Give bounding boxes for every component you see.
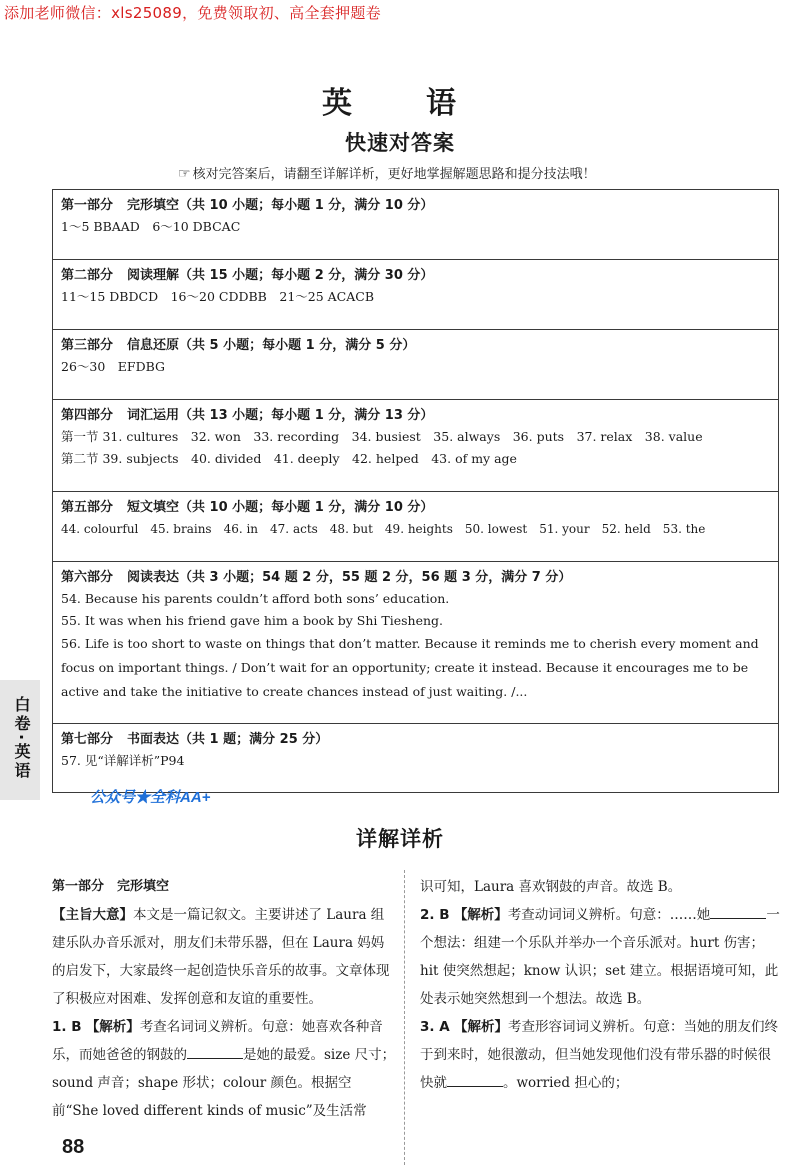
- main-idea-tag: 【主旨大意】: [52, 907, 133, 923]
- section-info: （共 3 小题；54 题 2 分，55 题 2 分，56 题 3 分，满分 7 分）: [179, 570, 572, 585]
- wechat-stamp: 公众号★全科AA+: [90, 789, 211, 806]
- section-header: [61, 266, 778, 286]
- side-tab: [0, 680, 40, 800]
- analysis-tag: 【解析】: [85, 1019, 140, 1035]
- answer-section-7: [53, 724, 778, 792]
- answer-blank: [710, 906, 766, 919]
- question-text: 。worried 担心的；: [503, 1075, 629, 1091]
- section-part: 第六部分: [61, 570, 114, 585]
- left-column: [52, 873, 397, 1125]
- answer-section-6: [53, 562, 778, 724]
- main-idea: [52, 901, 397, 1013]
- section-info: （共 5 小题；每小题 1 分，满分 5 分）: [179, 338, 416, 353]
- section-info: （共 15 小题；每小题 2 分，满分 30 分）: [179, 268, 434, 283]
- section-name: 词汇运用: [127, 408, 180, 423]
- answer-section-2: [53, 260, 778, 330]
- column-divider: [404, 870, 405, 1165]
- answer-section-5: [53, 492, 778, 562]
- page-number: 88: [62, 1136, 85, 1158]
- section-name: 信息还原: [127, 338, 180, 353]
- section-header: [61, 568, 778, 588]
- section-part: 第四部分: [61, 408, 114, 423]
- question-number: 2. B: [420, 907, 450, 923]
- section-name: 书面表达: [127, 732, 180, 747]
- question-text: 考查形容词词义辨析。句意：当她的朋友们终于到来时，她很激动，但当她发现他们没有带乐器的时候很快就: [420, 1019, 778, 1091]
- tip-text: 核对完答案后，请翻至详解详析，更好地掌握解题思路和提分技法哦！: [192, 167, 596, 182]
- answer-line: 56. Life is too short to waste on things that don’t matter. Because it reminds me to cherish every moment and focus on important things. / Don’t wait for an opportunity; create it instead. Because it encourages me to be active and take the initiative to create chances instead of just waiting. /...: [61, 636, 759, 699]
- watermark: 添加老师微信：xls25089，免费领取初、高全套押题卷: [4, 4, 381, 22]
- answer-line: 44. colourful 45. brains 46. in 47. acts 48. but 49. heights 50. lowest 51. your 52. held 53. the: [61, 522, 706, 536]
- right-column: [420, 873, 780, 1097]
- continued-text: 识可知，Laura 喜欢钢鼓的声音。故选 B。: [420, 879, 682, 895]
- answer-box: [52, 189, 779, 793]
- section-part: 第五部分: [61, 500, 114, 515]
- main-idea-text: 本文是一篇记叙文。主要讲述了 Laura 组建乐队办音乐派对，朋友们未带乐器，但在 Laura 妈妈的启发下，大家最终一起创造快乐音乐的故事。文章体现了积极应对困难、发挥创意和友谊的重要性。: [52, 907, 390, 1007]
- answer-line: 54. Because his parents couldn’t afford both sons’ education.: [61, 591, 450, 606]
- section-name: 短文填空: [127, 500, 180, 515]
- answer-line: 第一节 31. cultures 32. won 33. recording 34. busiest 35. always 36. puts 37. relax 38. value: [61, 429, 703, 444]
- section-info: （共 10 小题；每小题 1 分，满分 10 分）: [179, 500, 434, 515]
- question-text: 考查名词词义辨析。句意：她喜欢各种音乐，而她爸爸的钢鼓的: [52, 1019, 383, 1063]
- answer-line: 55. It was when his friend gave him a book by Shi Tiesheng.: [61, 613, 443, 628]
- section-header: [61, 730, 778, 750]
- question-1: [52, 1013, 397, 1125]
- answer-line: 第二节 39. subjects 40. divided 41. deeply 42. helped 43. of my age: [61, 451, 517, 466]
- pointing-hand-icon: ☞: [178, 166, 191, 182]
- answer-blank: [187, 1046, 243, 1059]
- answer-section-1: [53, 190, 778, 260]
- page-title: 英 语: [322, 86, 478, 121]
- section-info: （共 1 题；满分 25 分）: [179, 732, 329, 747]
- side-tab-label: 白卷·英语: [12, 696, 31, 782]
- answer-blank: [447, 1074, 503, 1087]
- analysis-tag: 【解析】: [453, 907, 508, 923]
- answer-section-4: [53, 400, 778, 492]
- section-header: [61, 196, 778, 216]
- section-header: [61, 336, 778, 356]
- question-text: 是她的最爱。size 尺寸；sound 声音；shape 形状；colour 颜色。根据空前“She loved different kinds of music”及生活常: [52, 1047, 396, 1119]
- question-text: 一个想法：组建一个乐队并举办一个音乐派对。hurt 伤害；hit 使突然想起；know 认识；set 建立。根据语境可知，此处表示她突然想到一个想法。故选 B。: [420, 907, 780, 1007]
- question-number: 3. A: [420, 1019, 450, 1035]
- detail-title: 详解详析: [356, 827, 444, 851]
- section-part: 第七部分: [61, 732, 114, 747]
- question-2: [420, 901, 780, 1013]
- section-info: （共 13 小题；每小题 1 分，满分 13 分）: [179, 408, 434, 423]
- section-header: [61, 406, 778, 426]
- answer-line: 26～30 EFDBG: [61, 359, 166, 374]
- part-heading: 第一部分 完形填空: [52, 879, 170, 894]
- section-part: 第三部分: [61, 338, 114, 353]
- section-part: 第一部分: [61, 198, 114, 213]
- section-part: 第二部分: [61, 268, 114, 283]
- section-name: 阅读理解: [127, 268, 180, 283]
- tip-note: [178, 163, 596, 182]
- question-3: [420, 1013, 780, 1097]
- section-name: 完形填空: [127, 198, 180, 213]
- section-info: （共 10 小题；每小题 1 分，满分 10 分）: [179, 198, 434, 213]
- section-header: [61, 498, 778, 518]
- answer-line: 1～5 BBAAD 6～10 DBCAC: [61, 219, 241, 234]
- analysis-tag: 【解析】: [453, 1019, 508, 1035]
- question-text: 考查动词词义辨析。句意：……她: [507, 907, 711, 923]
- question-number: 1. B: [52, 1019, 82, 1035]
- answer-section-3: [53, 330, 778, 400]
- section-name: 阅读表达: [127, 570, 180, 585]
- quick-answers-title: 快速对答案: [345, 131, 455, 155]
- answer-line: 11～15 DBDCD 16～20 CDDBB 21～25 ACACB: [61, 289, 375, 304]
- answer-line: 57. 见“详解详析”P94: [61, 753, 185, 768]
